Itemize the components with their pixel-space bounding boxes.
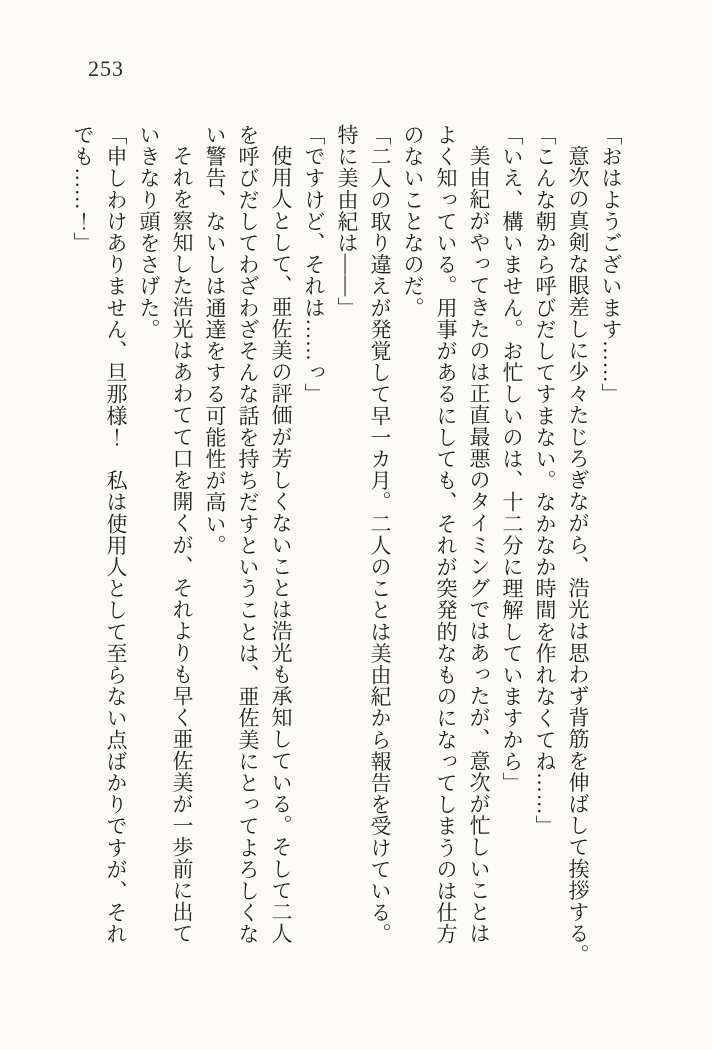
text-line: 「おはようございます……」: [599, 124, 623, 405]
text-line: 「ですけど、それは……っ」: [302, 124, 326, 405]
text-line: 「こんな朝から呼びだしてすまない。なかなか時間を作れなくてね……」: [533, 124, 557, 837]
text-line: 使用人として、亜佐美の評価が芳しくないことは浩光も承知している。そして二人: [269, 145, 293, 945]
text-line: 「いえ、構いません。お忙しいのは、十二分に理解していますから」: [500, 124, 524, 794]
page-number: 253: [88, 56, 124, 81]
text-line: 特に美由紀は――」: [335, 124, 359, 319]
text-line: でも……！」: [71, 124, 95, 254]
text-line: よく知っている。用事があるにしても、それが突発的なものになってしまうのは仕方: [434, 124, 458, 945]
text-line: 「申しわけありません、旦那様！ 私は使用人として至らない点ばかりですが、それ: [104, 124, 128, 945]
text-line: 美由紀がやってきたのは正直最悪のタイミングではあったが、意次が忙しいことは: [467, 145, 491, 945]
text-line: を呼びだしてわざわざそんな話を持ちだすということは、亜佐美にとってよろしくな: [236, 124, 260, 945]
text-line: それを察知した浩光はあわてて口を開くが、それよりも早く亜佐美が一歩前に出て: [170, 145, 194, 945]
body-text: [66, 124, 627, 974]
text-line: 「二人の取り違えが発覚して早一カ月。二人のことは美由紀から報告を受けている。: [368, 124, 392, 945]
text-line: い警告、ないしは通達をする可能性が高い。: [203, 124, 227, 556]
text-line: いきなり頭をさげた。: [137, 124, 161, 340]
text-line: のないことなのだ。: [401, 124, 425, 319]
text-line: 意次の真剣な眼差しに少々たじろぎながら、浩光は思わず背筋を伸ばして挨拶する。: [566, 145, 590, 966]
